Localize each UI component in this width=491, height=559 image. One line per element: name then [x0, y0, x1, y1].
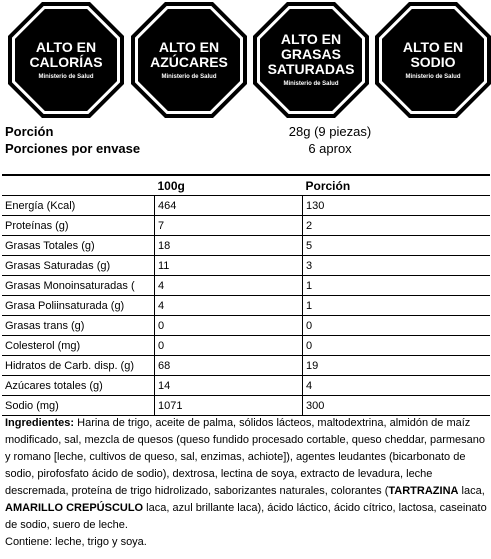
table-row — [2, 376, 490, 396]
value-100g: 464 — [155, 196, 303, 216]
seal-line-1: ALTO EN — [158, 38, 220, 55]
seal-line-2: SODIO — [410, 53, 456, 70]
nutrient-name: Grasas Monoinsaturadas ( — [2, 276, 155, 296]
nutrient-name: Sodio (mg) — [2, 396, 155, 416]
nutrient-name: Proteínas (g) — [2, 216, 155, 236]
ingredients-text-3: laca, azul brillante laca), ácido láctico, ácido cítrico, lactosa, caseinato de sodio, suero de leche. — [5, 502, 487, 531]
nutrient-name: Grasas trans (g) — [2, 316, 155, 336]
value-100g: 11 — [155, 256, 303, 276]
seal-authority: Ministerio de Salud — [405, 73, 461, 80]
value-100g: 14 — [155, 376, 303, 396]
seal-alto-en-sodio — [375, 2, 491, 118]
portion-size-value: 28g (9 piezas) — [288, 124, 372, 139]
seal-authority: Ministerio de Salud — [283, 81, 339, 87]
seal-alto-en-calorias — [8, 2, 124, 118]
nutrition-table — [2, 174, 490, 416]
table-row — [2, 276, 490, 296]
nutrient-name: Grasas Saturadas (g) — [2, 256, 155, 276]
ingredients-list — [5, 415, 489, 534]
header-per-portion: Porción — [303, 175, 491, 196]
seal-line-1: ALTO EN — [280, 31, 342, 47]
seal-line-2: AZÚCARES — [150, 53, 228, 70]
ingredients-label: Ingredientes: — [5, 417, 75, 429]
nutrient-name: Grasa Poliinsaturada (g) — [2, 296, 155, 316]
value-portion: 0 — [303, 316, 491, 336]
seal-alto-en-azucares — [131, 2, 247, 118]
servings-per-container-label: Porciones por envase — [5, 141, 141, 156]
value-100g: 18 — [155, 236, 303, 256]
value-100g: 68 — [155, 356, 303, 376]
header-per-100g: 100g — [155, 175, 303, 196]
seal-alto-en-grasas-saturadas — [253, 2, 369, 118]
table-row — [2, 296, 490, 316]
value-portion: 4 — [303, 376, 491, 396]
ingredients-block — [2, 415, 489, 551]
portion-size-label: Porción — [5, 124, 54, 139]
table-row — [2, 356, 490, 376]
value-portion: 1 — [303, 296, 491, 316]
table-row — [2, 256, 490, 276]
ingredients-text-1: Harina de trigo, aceite de palma, sólidos lácteos, maltodextrina, almidón de maíz modificado, sal, mezcla de quesos (queso fundido procesado cortable, queso cheddar, parmesano y romano [leche, cultivos de queso, sal, enzimas, achiote]), agentes leudantes (bicarbonato de sodio, pirofosfato ácido de sodio), dextrosa, lectina de soya, extracto de levadura, leche descremada, proteína de trigo hidrolizado, saborizantes naturales, colorantes ( — [5, 417, 486, 497]
value-100g: 1071 — [155, 396, 303, 416]
value-portion: 300 — [303, 396, 491, 416]
seal-line-2: CALORÍAS — [29, 53, 103, 70]
nutrient-name: Energía (Kcal) — [2, 196, 155, 216]
seal-line-2: GRASAS — [281, 46, 341, 62]
value-100g: 0 — [155, 316, 303, 336]
value-100g: 7 — [155, 216, 303, 236]
value-portion: 5 — [303, 236, 491, 256]
allergens-contains: Contiene: leche, trigo y soya. — [5, 536, 147, 548]
colorant-tartrazina: TARTRAZINA — [388, 485, 459, 497]
header-nutrient — [2, 175, 155, 196]
seal-line-1: ALTO EN — [35, 38, 97, 55]
seal-authority: Ministerio de Salud — [38, 73, 94, 80]
warning-seals — [0, 0, 491, 122]
colorant-amarillo-crepusculo: AMARILLO CREPÚSCULO — [5, 502, 144, 514]
table-row — [2, 396, 490, 416]
table-row — [2, 196, 490, 216]
value-100g: 0 — [155, 336, 303, 356]
value-100g: 4 — [155, 296, 303, 316]
value-portion: 3 — [303, 256, 491, 276]
table-row — [2, 336, 490, 356]
value-100g: 4 — [155, 276, 303, 296]
value-portion: 0 — [303, 336, 491, 356]
nutrition-table-header — [2, 175, 490, 196]
value-portion: 2 — [303, 216, 491, 236]
seal-authority: Ministerio de Salud — [161, 73, 217, 80]
nutrient-name: Grasas Totales (g) — [2, 236, 155, 256]
seal-line-3: SATURADAS — [267, 61, 355, 77]
table-row — [2, 236, 490, 256]
seal-line-1: ALTO EN — [402, 38, 464, 55]
portion-info — [5, 124, 485, 158]
table-row — [2, 316, 490, 336]
value-portion: 19 — [303, 356, 491, 376]
servings-per-container-value: 6 aprox — [308, 141, 352, 156]
nutrient-name: Azúcares totales (g) — [2, 376, 155, 396]
nutrient-name: Colesterol (mg) — [2, 336, 155, 356]
value-portion: 1 — [303, 276, 491, 296]
nutrient-name: Hidratos de Carb. disp. (g) — [2, 356, 155, 376]
value-portion: 130 — [303, 196, 491, 216]
table-row — [2, 216, 490, 236]
ingredients-text-2: laca, — [458, 485, 485, 497]
